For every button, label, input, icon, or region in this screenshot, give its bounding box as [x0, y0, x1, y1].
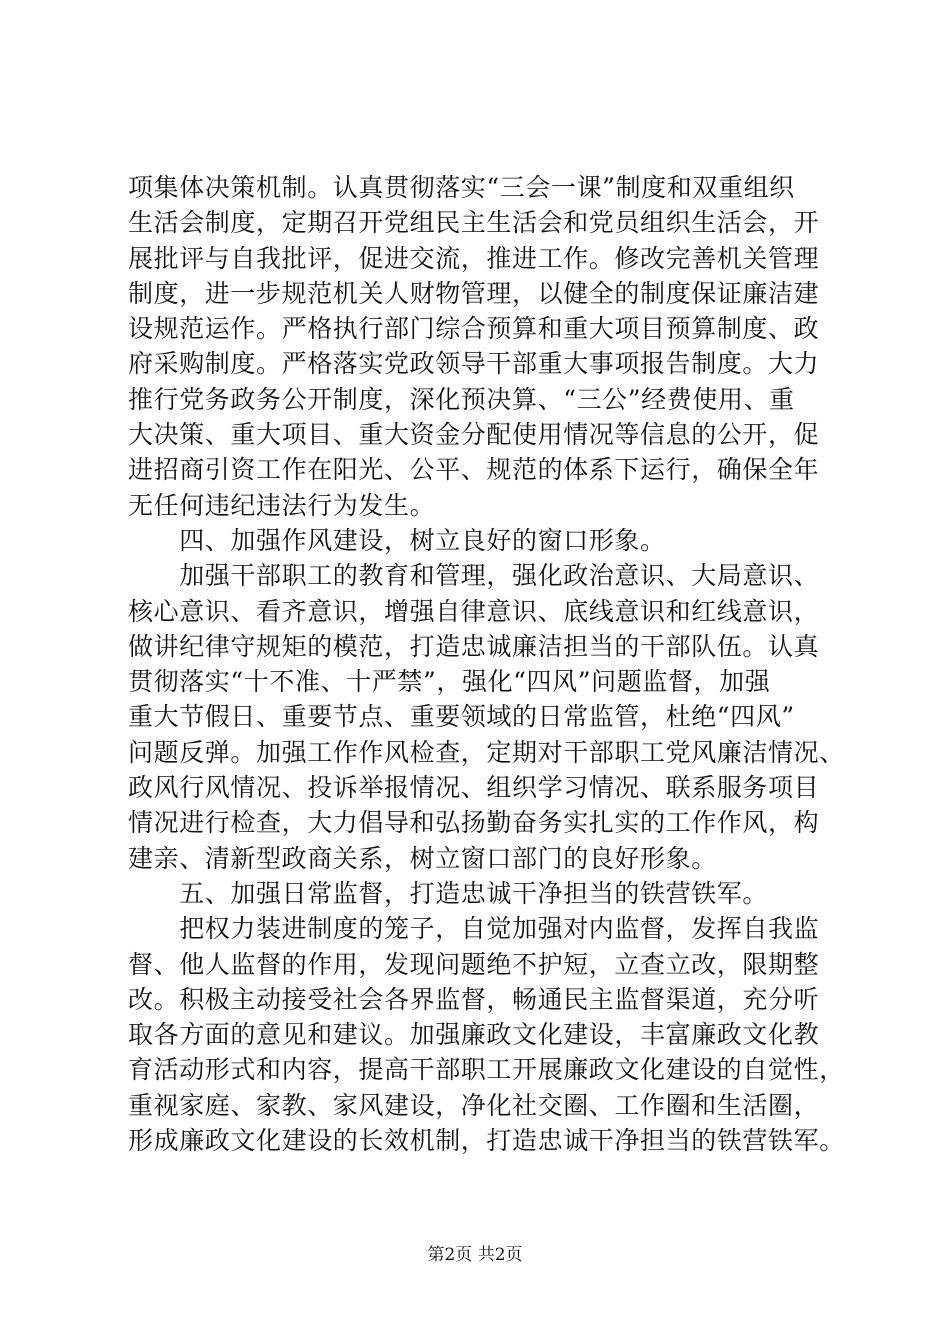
section-heading: 五、加强日常监督，打造忠诚干净担当的铁营铁军。 — [128, 878, 769, 908]
document-body — [128, 170, 853, 1158]
text-line: 推行党务政务公开制度，深化预决算、“三公”经费使用、重 — [128, 384, 795, 414]
text-line: 政风行风情况、投诉举报情况、组织学习情况、联系服务项目 — [128, 773, 820, 803]
text-line: 进招商引资工作在阳光、公平、规范的体系下运行，确保全年 — [128, 455, 820, 485]
text-line: 府采购制度。严格落实党政领导干部重大事项报告制度。大力 — [128, 349, 820, 379]
section-heading: 四、加强作风建设，树立良好的窗口形象。 — [128, 525, 666, 555]
text-line: 设规范运作。严格执行部门综合预算和重大项目预算制度、政 — [128, 314, 820, 344]
text-line: 生活会制度，定期召开党组民主生活会和党员组织生活会，开 — [128, 208, 820, 238]
text-line: 制度，进一步规范机关人财物管理，以健全的制度保证廉洁建 — [128, 278, 820, 308]
text-line: 情况进行检查，大力倡导和弘扬勤奋务实扎实的工作作风，构 — [128, 808, 820, 838]
text-line: 贯彻落实“十不准、十严禁”，强化“四风”问题监督，加强 — [128, 667, 771, 697]
text-line: 做讲纪律守规矩的模范，打造忠诚廉洁担当的干部队伍。认真 — [128, 631, 820, 661]
text-line: 形成廉政文化建设的长效机制，打造忠诚干净担当的铁营铁军。 — [128, 1126, 845, 1156]
text-line: 大决策、重大项目、重大资金分配使用情况等信息的公开，促 — [128, 420, 820, 450]
text-line: 建亲、清新型政商关系，树立窗口部门的良好形象。 — [128, 843, 717, 873]
text-line: 督、他人监督的作用，发现问题绝不护短，立查立改，限期整 — [128, 949, 820, 979]
page-number-footer: 第2页 共2页 — [427, 1245, 523, 1265]
text-line: 问题反弹。加强工作作风检查，定期对干部职工党风廉洁情况、 — [128, 737, 845, 767]
text-line: 把权力装进制度的笼子，自觉加强对内监督，发挥自我监 — [128, 914, 820, 944]
text-line: 项集体决策机制。认真贯彻落实“三会一课”制度和双重组织 — [128, 173, 795, 202]
text-line: 取各方面的意见和建议。加强廉政文化建设，丰富廉政文化教 — [128, 1020, 820, 1050]
text-line: 核心意识、看齐意识，增强自律意识、底线意识和红线意识， — [128, 596, 820, 626]
text-line: 展批评与自我批评，促进交流，推进工作。修改完善机关管理 — [128, 243, 820, 273]
text-line: 重视家庭、家教、家风建设，净化社交圈、工作圈和生活圈， — [128, 1090, 820, 1120]
text-line: 改。积极主动接受社会各界监督，畅通民主监督渠道，充分听 — [128, 984, 820, 1014]
text-line: 重大节假日、重要节点、重要领域的日常监管，杜绝“四风” — [128, 702, 795, 732]
text-line: 无任何违纪违法行为发生。 — [128, 490, 436, 520]
text-line: 加强干部职工的教育和管理，强化政治意识、大局意识、 — [128, 561, 820, 591]
text-line: 育活动形式和内容，提高干部职工开展廉政文化建设的自觉性， — [128, 1055, 845, 1085]
